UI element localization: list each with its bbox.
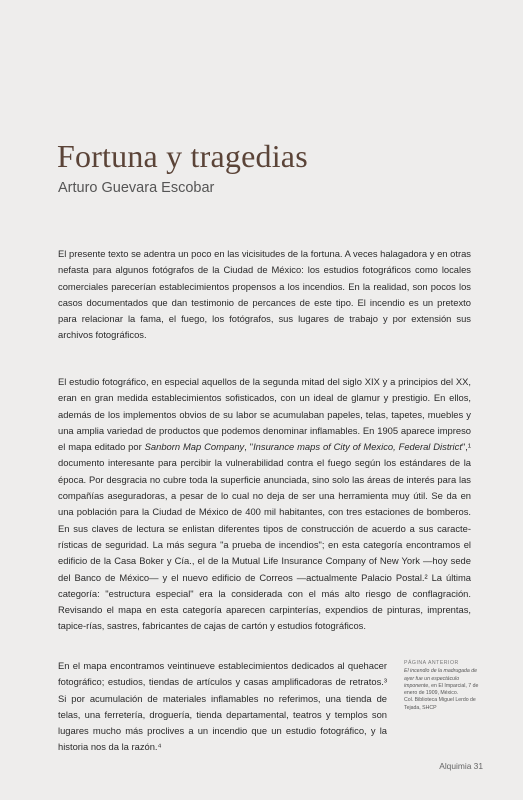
sanborn-company-name: Sanborn Map Company (144, 441, 245, 453)
insurance-maps-title: Insurance maps of City of Mexico, Federal District (253, 441, 462, 453)
page-folio: Alquimia 31 (439, 761, 483, 771)
paragraph-2-text-c: , " (244, 441, 254, 453)
sidenote-credit: Col. Biblioteca Miguel Lerdo de Tejada, SHCP (404, 697, 476, 711)
sidenote-heading: PÁGINA ANTERIOR (404, 660, 459, 666)
article-author: Arturo Guevara Escobar (58, 180, 215, 196)
image-sidenote (404, 660, 484, 712)
paragraph-2-text-e: ",¹ documento interesante para percibir la vulnerabilidad contra el fuego según los estándares de la época. Por desgracia no cubre toda la superficie anunciada, sino solo las áreas de interés para las compañías aseguradoras, a pesar de lo cual no deja de ser una herramienta muy útil. Se da en una población para la Ciudad de México de 400 mil habitantes, con tres estaciones de bomberos. En sus claves de lectura se enlistan diferentes tipos de construcción de acuerdo a sus caracte-rísticas de seguridad. La más segura "a prueba de incendios"; en esta categoría encontramos el edificio de la Casa Boker y Cía., el de la Mutual Life Insurance Company of New York —hoy sede del Banco de México— y el nuevo edificio de Correos —actualmente Palacio Postal.² La última categoría: "estructura especial" era la considerada con el más alto riesgo de conflagración. Revisando el mapa en esta categoría aparecen carpinterías, expendios de pinturas, imprentas, tapice-rías, sastres, fabricantes de cajas de cartón y estudios fotográficos. (58, 441, 471, 632)
paragraph-2-text-a: El estudio fotográfico, en especial aquellos de la segunda mitad del siglo XIX y a principios del XX, eran en gran medida establecimientos sofisticados, con un ideal de glamur y prestigio. En ellos, además de los implementos obvios de su labor se acumulaban papeles, telas, tapetes, muebles y una amplia variedad de productos que podemos denominar inflamables. En 1905 aparece impreso el mapa editado por (58, 376, 471, 453)
sidenote-caption: El incendio de la madrugada de ayer fue un espectáculo imponente (404, 668, 477, 689)
paragraph-1: El presente texto se adentra un poco en las vicisitudes de la fortuna. A veces halagadora y en otras nefasta para algunos fotógrafos de la Ciudad de México: los estudios fotográficos como locales comerciales parecerían establecimientos propensos a los incendios. En la realidad, son pocos los casos documentados que dan testimonio de percances de este tipo. El incendio es un pretexto para relacionar la fama, el fuego, los fotógrafos, sus lugares de trabajo y por extensión sus archivos fotográficos. (58, 248, 471, 341)
sidenote-source: , en El Imparcial, 7 de enero de 1909, México. (404, 682, 479, 697)
paragraph-3: En el mapa encontramos veintinueve establecimientos dedicados al quehacer fotográfico; estudios, tiendas de artículos y casas amplificadoras de retratos.³ Si por acumulación de materiales inflamables no referimos, una tienda de telas, una ferretería, droguería, tienda departamental, teatros y templos son lugares mucho más proclives a un incendio que un estudio fotográfico, y la historia nos da la razón.⁴ (58, 660, 387, 753)
article-title: Fortuna y tragedias (57, 138, 308, 174)
paragraph-2 (58, 374, 471, 635)
